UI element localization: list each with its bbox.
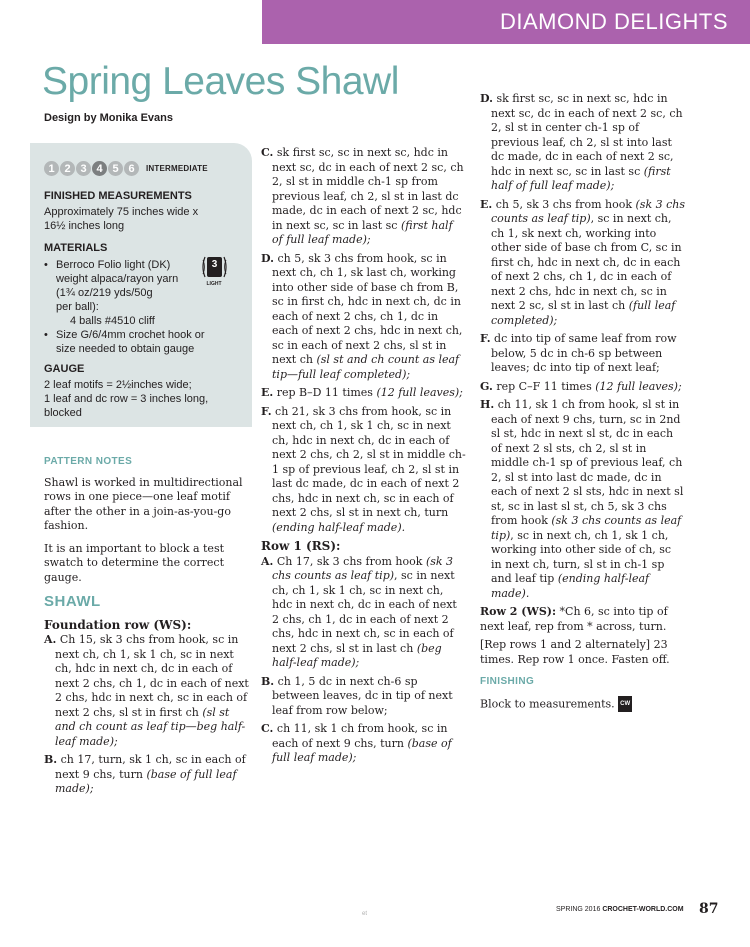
repeat-instructions: [Rep rows 1 and 2 alternately] 23 times. Rep row 1 once. Fasten off. xyxy=(480,638,670,666)
row-1-step-c: C. ch 11, sk 1 ch from hook, sc in each of next 9 chs, turn (base of full leaf made); xyxy=(261,722,452,764)
finished-measurements-line-1: Approximately 75 inches wide x xyxy=(44,206,199,218)
foundation-step-b: B. ch 17, turn, sk 1 ch, sc in each of next 9 chs, turn (base of full leaf made); xyxy=(44,753,246,795)
skill-level-4-active: 4 xyxy=(92,161,107,176)
materials-list: • Berroco Folio light (DK) weight alpaca/rayon yarn (1¾ oz/219 yds/50g per ball): 4 balls #4510 cliff • Size G/6/4mm crochet hook or size needed to obtain gauge xyxy=(44,258,244,356)
skill-level-1: 1 xyxy=(44,161,59,176)
page-footer xyxy=(556,906,684,913)
designer-byline: Design by Monika Evans xyxy=(44,112,173,124)
page-title: Spring Leaves Shawl xyxy=(42,60,399,103)
gauge-heading: GAUGE xyxy=(44,363,85,375)
foundation-step-a: A. Ch 15, sk 3 chs from hook, sc in next ch, ch 1, sk 1 ch, sc in next ch, hdc in next ch, dc in each of next 2 chs, ch 1, dc in each of next 2 chs, hdc in next ch, sc in each of next 2 chs, sl st in first ch (sl st and ch count as leaf tip—beg half-leaf made); xyxy=(44,633,249,748)
row-1-step-a: A. Ch 17, sk 3 chs from hook (sk 3 chs counts as leaf tip), sc in next ch, ch 1, sk 1 ch, sc in next ch, hdc in next ch, dc in each of next 2 chs, ch 1, dc in each of next 2 chs, hdc in next ch, sc in each of next 2 chs, sl st in last ch (beg half-leaf made); xyxy=(261,554,457,669)
footer-season: SPRING 2016 xyxy=(556,906,601,913)
section-banner-text: DIAMOND DELIGHTS xyxy=(499,9,728,34)
section-banner xyxy=(262,0,750,44)
materials-line-2: weight alpaca/rayon yarn xyxy=(56,273,179,285)
cw-end-mark-icon: CW xyxy=(618,696,632,713)
row-1-heading: Row 1 (RS): xyxy=(261,539,341,553)
skill-level-label: INTERMEDIATE xyxy=(146,164,208,173)
materials-line-5: 4 balls #4510 cliff xyxy=(70,315,155,327)
row-1-step-b: B. ch 1, 5 dc in next ch-6 sp between leaves, dc in tip of next leaf from row below; xyxy=(261,674,453,717)
skill-level-6: 6 xyxy=(124,161,139,176)
row-1-step-e: E. ch 5, sk 3 chs from hook (sk 3 chs counts as leaf tip), sc in next ch, ch 1, sk next ch, working into other side of base ch from C, sc in first ch, hdc in next ch, dc in each of next 2 chs, ch 1, dc in each of next 2 chs, hdc in next ch, sc in next 2 sc, sl st in last ch (full leaf completed); xyxy=(480,197,685,327)
gauge-line-2: 1 leaf and dc row = 3 inches long, xyxy=(44,393,209,405)
foundation-row-heading: Foundation row (WS): xyxy=(44,617,192,632)
pattern-notes-heading: PATTERN NOTES xyxy=(44,456,133,467)
yarn-weight-number: 3 xyxy=(211,259,218,270)
finished-measurements-line-2: 16½ inches long xyxy=(44,220,125,232)
skill-level-indicator xyxy=(44,161,208,176)
row-1-step-g: G. rep C–F 11 times (12 full leaves); xyxy=(480,379,682,393)
foundation-step-d: D. ch 5, sk 3 chs from hook, sc in next ch, ch 1, sk last ch, working into other side of base ch from B, sc in first ch, hdc in next ch, dc in each of next 2 chs, ch 1, dc in each of next 2 chs, hdc in next ch, sc in each of next 2 chs, sl st in next ch (sl st and ch count as leaf tip—full leaf completed); xyxy=(261,251,463,381)
pattern-note-2: It is an important to block a test swatch to determine the correct gauge. xyxy=(44,541,225,584)
materials-line-3: (1¾ oz/219 yds/50g xyxy=(56,287,153,299)
gauge-line-1: 2 leaf motifs = 2½inches wide; xyxy=(44,379,192,391)
pattern-note-1: Shawl is worked in multidirectional rows in one piece—one leaf motif after the other in a join-as-you-go fashion. xyxy=(44,475,243,532)
materials-heading: MATERIALS xyxy=(44,242,108,254)
skill-level-3: 3 xyxy=(76,161,91,176)
materials-line-7: size needed to obtain gauge xyxy=(56,343,195,355)
yarn-weight-icon xyxy=(201,254,225,287)
row-1-step-h: H. ch 11, sk 1 ch from hook, sl st in each of next 9 chs, turn, sc in 2nd sl st, hdc in next sl st, dc in each of next 2 sl sts, ch 2, sl st in middle ch-1 sp of previous leaf, ch 2, sl st into last dc made, dc in each of next 2 sl sts, hdc in next sl st, sc in last sl st, ch 5, sk 3 chs from hook (sk 3 chs counts as leaf tip), sc in next ch, ch 1, sk 1 ch, working into other side of ch, sc in next ch, turn, sl st in ch-1 sp and leaf tip (ending half-leaf made). xyxy=(480,398,684,600)
row-2-instructions: Row 2 (WS): *Ch 6, sc into tip of next leaf, rep from * across, turn. xyxy=(480,605,668,633)
finishing-text: Block to measurements. CW xyxy=(480,696,685,713)
row-1-step-d: D. sk first sc, sc in next sc, hdc in next sc, dc in each of next 2 sc, ch 2, sl st in center ch-1 sp of previous leaf, ch 2, sl st into last dc made, dc in each of next 2 sc, hdc in next sc, sc in last sc (first half of full leaf made); xyxy=(480,92,683,192)
finished-measurements-heading: FINISHED MEASUREMENTS xyxy=(44,190,192,202)
row-1-step-f: F. dc into tip of same leaf from row below, 5 dc in ch-6 sp between leaves; dc into tip of next leaf; xyxy=(480,332,677,374)
finishing-heading: FINISHING xyxy=(480,676,535,687)
foundation-step-f: F. ch 21, sk 3 chs from hook, sc in next ch, ch 1, sk 1 ch, sc in next ch, hdc in next ch, dc in each of next 2 chs, ch 2, sl st in middle ch-1 sp of previous leaf, ch 2, sl st in last dc made, dc in each of next 2 chs, hdc in next ch, sc in each of next 2 chs, sl st in next ch, turn (ending half-leaf made). xyxy=(261,404,466,534)
column-3 xyxy=(480,92,685,716)
materials-line-4: per ball): xyxy=(56,301,99,313)
materials-line-1: Berroco Folio light (DK) xyxy=(56,259,171,271)
yarn-weight-label: LIGHT xyxy=(206,281,222,287)
column-1 xyxy=(44,455,252,801)
skill-level-5: 5 xyxy=(108,161,123,176)
skill-level-2: 2 xyxy=(60,161,75,176)
info-sidebar xyxy=(30,143,252,427)
gauge-line-3: blocked xyxy=(44,407,82,419)
page-number: 87 xyxy=(699,901,719,917)
foundation-step-c: C. sk first sc, sc in next sc, hdc in next sc, dc in each of next 2 sc, ch 2, sl st in middle ch-1 sp from previous leaf, ch 2, sl st in last dc made, dc in each of next 2 sc, hdc in next sc, sc in last sc (first half of full leaf made); xyxy=(261,146,464,246)
shawl-heading: SHAWL xyxy=(44,593,101,610)
foundation-step-e: E. rep B–D 11 times (12 full leaves); xyxy=(261,386,463,399)
footer-site: CROCHET-WORLD.COM xyxy=(602,906,684,913)
column-2 xyxy=(261,146,466,770)
materials-line-6: Size G/6/4mm crochet hook or xyxy=(56,329,205,341)
margin-mark: et xyxy=(362,911,368,917)
